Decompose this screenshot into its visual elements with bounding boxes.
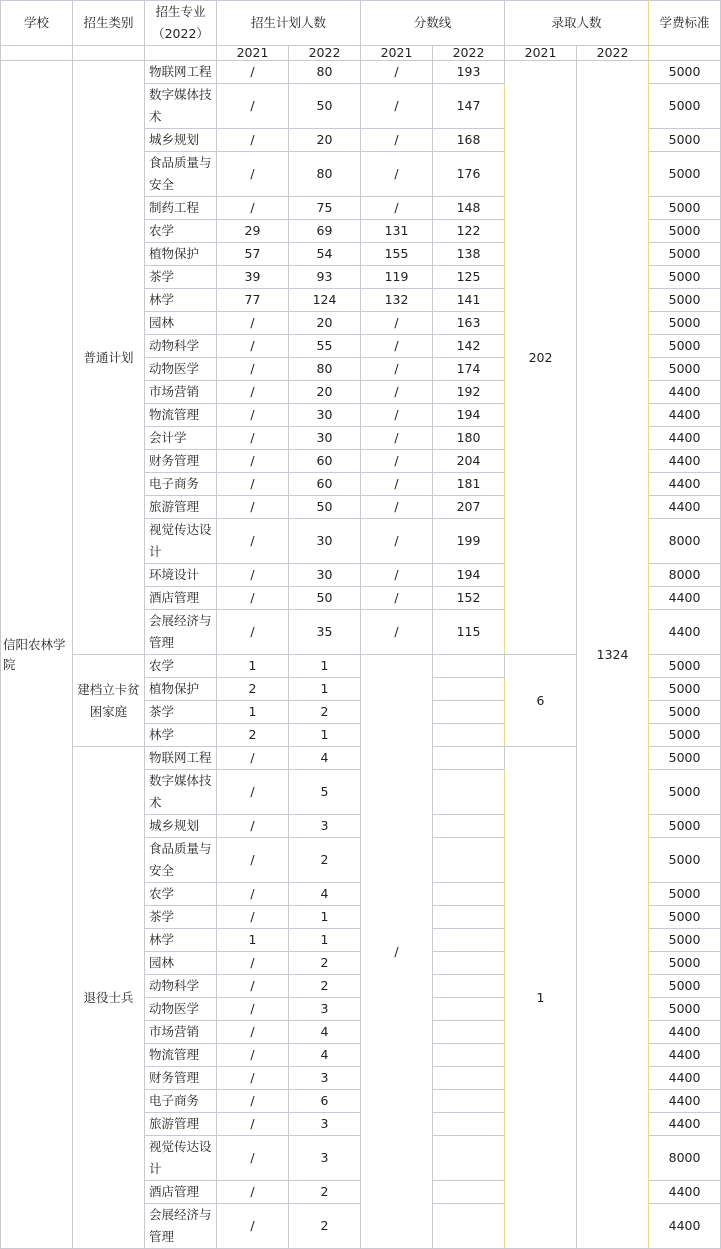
plan-2021: /	[217, 84, 289, 129]
plan-2021: 1	[217, 701, 289, 724]
major-name: 茶学	[145, 266, 217, 289]
plan-2022: 2	[289, 1181, 361, 1204]
plan-2021: /	[217, 747, 289, 770]
plan-2021: /	[217, 496, 289, 519]
tuition: 5000	[649, 747, 721, 770]
plan-2022: 3	[289, 1136, 361, 1181]
tuition: 4400	[649, 496, 721, 519]
header-category: 招生类别	[73, 1, 145, 46]
major-name: 会计学	[145, 427, 217, 450]
score-2022: 115	[433, 610, 505, 655]
plan-2022: 124	[289, 289, 361, 312]
major-name: 农学	[145, 655, 217, 678]
score-2022: 163	[433, 312, 505, 335]
plan-2021: /	[217, 1067, 289, 1090]
plan-2022: 50	[289, 496, 361, 519]
score-2021: /	[361, 473, 433, 496]
plan-2021: /	[217, 1090, 289, 1113]
major-name: 电子商务	[145, 1090, 217, 1113]
plan-2022: 2	[289, 1204, 361, 1249]
major-name: 物流管理	[145, 1044, 217, 1067]
tuition: 5000	[649, 998, 721, 1021]
plan-2022: 6	[289, 1090, 361, 1113]
score-2021: 132	[361, 289, 433, 312]
plan-2021: /	[217, 152, 289, 197]
plan-2021: /	[217, 404, 289, 427]
plan-2022: 2	[289, 952, 361, 975]
header-admit: 录取人数	[505, 1, 649, 46]
tuition: 5000	[649, 220, 721, 243]
score-2022: 142	[433, 335, 505, 358]
tuition: 5000	[649, 197, 721, 220]
category-poverty: 建档立卡贫困家庭	[73, 655, 145, 747]
major-name: 会展经济与管理	[145, 610, 217, 655]
plan-2021: /	[217, 381, 289, 404]
major-name: 茶学	[145, 701, 217, 724]
header-score-2021: 2021	[361, 46, 433, 61]
plan-2022: 80	[289, 358, 361, 381]
major-name: 环境设计	[145, 564, 217, 587]
major-name: 酒店管理	[145, 1181, 217, 1204]
major-name: 动物科学	[145, 975, 217, 998]
plan-2022: 4	[289, 883, 361, 906]
score-2022	[433, 701, 505, 724]
plan-2021: 57	[217, 243, 289, 266]
score-2022: 194	[433, 564, 505, 587]
plan-2022: 60	[289, 473, 361, 496]
tuition: 5000	[649, 838, 721, 883]
tuition: 5000	[649, 61, 721, 84]
major-name: 物流管理	[145, 404, 217, 427]
score-2022: 204	[433, 450, 505, 473]
score-2022	[433, 975, 505, 998]
score-2021: /	[361, 197, 433, 220]
header-tuition: 学费标准	[649, 1, 721, 46]
major-name: 城乡规划	[145, 815, 217, 838]
plan-2022: 3	[289, 1067, 361, 1090]
plan-2021: /	[217, 952, 289, 975]
plan-2022: 3	[289, 998, 361, 1021]
tuition: 5000	[649, 312, 721, 335]
category-veteran: 退役士兵	[73, 747, 145, 1249]
plan-2022: 69	[289, 220, 361, 243]
score-2022	[433, 815, 505, 838]
tuition: 4400	[649, 1204, 721, 1249]
score-2021: 119	[361, 266, 433, 289]
plan-2022: 50	[289, 587, 361, 610]
plan-2021: /	[217, 587, 289, 610]
plan-2022: 2	[289, 701, 361, 724]
plan-2022: 75	[289, 197, 361, 220]
tuition: 4400	[649, 1113, 721, 1136]
tuition: 5000	[649, 906, 721, 929]
plan-2022: 80	[289, 61, 361, 84]
plan-2022: 50	[289, 84, 361, 129]
plan-2021: /	[217, 1181, 289, 1204]
score-2021: /	[361, 404, 433, 427]
score-2021: /	[361, 587, 433, 610]
plan-2021: /	[217, 473, 289, 496]
tuition: 5000	[649, 266, 721, 289]
tuition: 5000	[649, 701, 721, 724]
tuition: 5000	[649, 655, 721, 678]
tuition: 8000	[649, 564, 721, 587]
major-name: 园林	[145, 312, 217, 335]
header-blank	[73, 46, 145, 61]
score-2022	[433, 929, 505, 952]
plan-2021: /	[217, 906, 289, 929]
major-name: 林学	[145, 929, 217, 952]
plan-2021: /	[217, 450, 289, 473]
plan-2022: 1	[289, 906, 361, 929]
score-2022	[433, 1067, 505, 1090]
plan-2021: /	[217, 358, 289, 381]
major-name: 农学	[145, 883, 217, 906]
tuition: 4400	[649, 587, 721, 610]
score-2022	[433, 770, 505, 815]
major-name: 视觉传达设计	[145, 1136, 217, 1181]
major-name: 动物医学	[145, 358, 217, 381]
major-name: 植物保护	[145, 678, 217, 701]
plan-2022: 30	[289, 519, 361, 564]
header-major: 招生专业（2022）	[145, 1, 217, 46]
score-2021: /	[361, 564, 433, 587]
plan-2022: 2	[289, 838, 361, 883]
plan-2022: 1	[289, 929, 361, 952]
major-name: 酒店管理	[145, 587, 217, 610]
score-2021: /	[361, 152, 433, 197]
score-2021: /	[361, 519, 433, 564]
score-2021: /	[361, 496, 433, 519]
plan-2021: 29	[217, 220, 289, 243]
tuition: 4400	[649, 1067, 721, 1090]
score-2022: 168	[433, 129, 505, 152]
score-2021: /	[361, 335, 433, 358]
tuition: 5000	[649, 952, 721, 975]
score-2022: 193	[433, 61, 505, 84]
plan-2022: 2	[289, 975, 361, 998]
plan-2021: /	[217, 883, 289, 906]
score-2022	[433, 906, 505, 929]
tuition: 8000	[649, 1136, 721, 1181]
score-2022	[433, 747, 505, 770]
major-name: 动物科学	[145, 335, 217, 358]
admit-2021-veteran: 1	[505, 747, 577, 1249]
plan-2022: 1	[289, 724, 361, 747]
tuition: 5000	[649, 678, 721, 701]
plan-2021: /	[217, 1136, 289, 1181]
header-admit-2021: 2021	[505, 46, 577, 61]
plan-2022: 54	[289, 243, 361, 266]
plan-2021: 2	[217, 724, 289, 747]
score-2021: 131	[361, 220, 433, 243]
plan-2021: /	[217, 1204, 289, 1249]
score-2021-special: /	[361, 655, 433, 1249]
table-row	[1, 61, 721, 84]
plan-2021: /	[217, 197, 289, 220]
plan-2021: /	[217, 1044, 289, 1067]
score-2022: 148	[433, 197, 505, 220]
header-blank	[145, 46, 217, 61]
major-name: 食品质量与安全	[145, 838, 217, 883]
score-2021: /	[361, 450, 433, 473]
major-name: 数字媒体技术	[145, 770, 217, 815]
tuition: 5000	[649, 975, 721, 998]
major-name: 市场营销	[145, 381, 217, 404]
major-name: 食品质量与安全	[145, 152, 217, 197]
score-2021: /	[361, 427, 433, 450]
plan-2021: /	[217, 1021, 289, 1044]
plan-2022: 35	[289, 610, 361, 655]
plan-2021: /	[217, 1113, 289, 1136]
score-2021: /	[361, 61, 433, 84]
score-2022	[433, 1181, 505, 1204]
admit-2021-general: 202	[505, 61, 577, 655]
major-name: 动物医学	[145, 998, 217, 1021]
score-2021: /	[361, 312, 433, 335]
score-2022: 125	[433, 266, 505, 289]
score-2022: 138	[433, 243, 505, 266]
admit-2022-total: 1324	[577, 61, 649, 1249]
tuition: 4400	[649, 427, 721, 450]
plan-2022: 3	[289, 815, 361, 838]
major-name: 植物保护	[145, 243, 217, 266]
major-name: 物联网工程	[145, 61, 217, 84]
score-2022	[433, 998, 505, 1021]
plan-2021: /	[217, 998, 289, 1021]
tuition: 5000	[649, 883, 721, 906]
plan-2022: 55	[289, 335, 361, 358]
header-school: 学校	[1, 1, 73, 46]
plan-2021: /	[217, 427, 289, 450]
tuition: 4400	[649, 473, 721, 496]
major-name: 视觉传达设计	[145, 519, 217, 564]
major-name: 农学	[145, 220, 217, 243]
tuition: 4400	[649, 450, 721, 473]
major-name: 会展经济与管理	[145, 1204, 217, 1249]
score-2022	[433, 1090, 505, 1113]
tuition: 5000	[649, 152, 721, 197]
plan-2021: /	[217, 335, 289, 358]
score-2022: 174	[433, 358, 505, 381]
major-name: 城乡规划	[145, 129, 217, 152]
score-2021: 155	[361, 243, 433, 266]
score-2022	[433, 883, 505, 906]
score-2021: /	[361, 84, 433, 129]
score-2021: /	[361, 610, 433, 655]
tuition: 5000	[649, 129, 721, 152]
admit-2021-poverty: 6	[505, 655, 577, 747]
plan-2021: /	[217, 519, 289, 564]
tuition: 5000	[649, 724, 721, 747]
tuition: 5000	[649, 358, 721, 381]
score-2022	[433, 838, 505, 883]
score-2022: 141	[433, 289, 505, 312]
plan-2021: 1	[217, 929, 289, 952]
score-2022: 152	[433, 587, 505, 610]
tuition: 5000	[649, 929, 721, 952]
header-plan-2021: 2021	[217, 46, 289, 61]
score-2022	[433, 724, 505, 747]
plan-2022: 1	[289, 655, 361, 678]
category-general: 普通计划	[73, 61, 145, 655]
score-2022: 207	[433, 496, 505, 519]
plan-2022: 4	[289, 747, 361, 770]
score-2022	[433, 1021, 505, 1044]
plan-2021: /	[217, 564, 289, 587]
tuition: 4400	[649, 1044, 721, 1067]
score-2022	[433, 1044, 505, 1067]
score-2022: 181	[433, 473, 505, 496]
header-score: 分数线	[361, 1, 505, 46]
header-blank	[649, 46, 721, 61]
school-name: 信阳农林学院	[1, 61, 73, 1249]
score-2022: 176	[433, 152, 505, 197]
plan-2021: /	[217, 610, 289, 655]
score-2021: /	[361, 129, 433, 152]
tuition: 4400	[649, 610, 721, 655]
plan-2021: /	[217, 838, 289, 883]
header-admit-2022: 2022	[577, 46, 649, 61]
plan-2021: 39	[217, 266, 289, 289]
tuition: 4400	[649, 404, 721, 427]
plan-2022: 93	[289, 266, 361, 289]
score-2022	[433, 1113, 505, 1136]
major-name: 制药工程	[145, 197, 217, 220]
score-2022: 180	[433, 427, 505, 450]
tuition: 5000	[649, 243, 721, 266]
header-plan: 招生计划人数	[217, 1, 361, 46]
tuition: 5000	[649, 84, 721, 129]
plan-2022: 60	[289, 450, 361, 473]
plan-2022: 4	[289, 1044, 361, 1067]
score-2022: 192	[433, 381, 505, 404]
header-score-2022: 2022	[433, 46, 505, 61]
tuition: 5000	[649, 289, 721, 312]
major-name: 电子商务	[145, 473, 217, 496]
plan-2021: 77	[217, 289, 289, 312]
major-name: 市场营销	[145, 1021, 217, 1044]
header-blank	[1, 46, 73, 61]
plan-2021: /	[217, 815, 289, 838]
plan-2021: /	[217, 129, 289, 152]
major-name: 林学	[145, 289, 217, 312]
major-name: 财务管理	[145, 1067, 217, 1090]
score-2022	[433, 1136, 505, 1181]
major-name: 园林	[145, 952, 217, 975]
plan-2021: /	[217, 770, 289, 815]
major-name: 旅游管理	[145, 496, 217, 519]
plan-2022: 20	[289, 312, 361, 335]
tuition: 4400	[649, 1181, 721, 1204]
major-name: 财务管理	[145, 450, 217, 473]
plan-2022: 5	[289, 770, 361, 815]
tuition: 4400	[649, 1090, 721, 1113]
plan-2022: 30	[289, 564, 361, 587]
tuition: 5000	[649, 770, 721, 815]
score-2021: /	[361, 358, 433, 381]
major-name: 物联网工程	[145, 747, 217, 770]
score-2022: 147	[433, 84, 505, 129]
plan-2021: 2	[217, 678, 289, 701]
tuition: 5000	[649, 335, 721, 358]
plan-2022: 1	[289, 678, 361, 701]
plan-2022: 20	[289, 129, 361, 152]
major-name: 数字媒体技术	[145, 84, 217, 129]
major-name: 茶学	[145, 906, 217, 929]
score-2022: 194	[433, 404, 505, 427]
major-name: 林学	[145, 724, 217, 747]
tuition: 8000	[649, 519, 721, 564]
plan-2022: 20	[289, 381, 361, 404]
score-2022	[433, 655, 505, 678]
plan-2022: 3	[289, 1113, 361, 1136]
plan-2021: /	[217, 312, 289, 335]
score-2021: /	[361, 381, 433, 404]
score-2022: 199	[433, 519, 505, 564]
tuition: 4400	[649, 381, 721, 404]
score-2022	[433, 678, 505, 701]
score-2022	[433, 952, 505, 975]
plan-2022: 80	[289, 152, 361, 197]
plan-2022: 4	[289, 1021, 361, 1044]
plan-2021: /	[217, 975, 289, 998]
plan-2021: /	[217, 61, 289, 84]
score-2022	[433, 1204, 505, 1249]
major-name: 旅游管理	[145, 1113, 217, 1136]
tuition: 4400	[649, 1021, 721, 1044]
plan-2021: 1	[217, 655, 289, 678]
tuition: 5000	[649, 815, 721, 838]
plan-2022: 30	[289, 404, 361, 427]
score-2022: 122	[433, 220, 505, 243]
plan-2022: 30	[289, 427, 361, 450]
header-plan-2022: 2022	[289, 46, 361, 61]
